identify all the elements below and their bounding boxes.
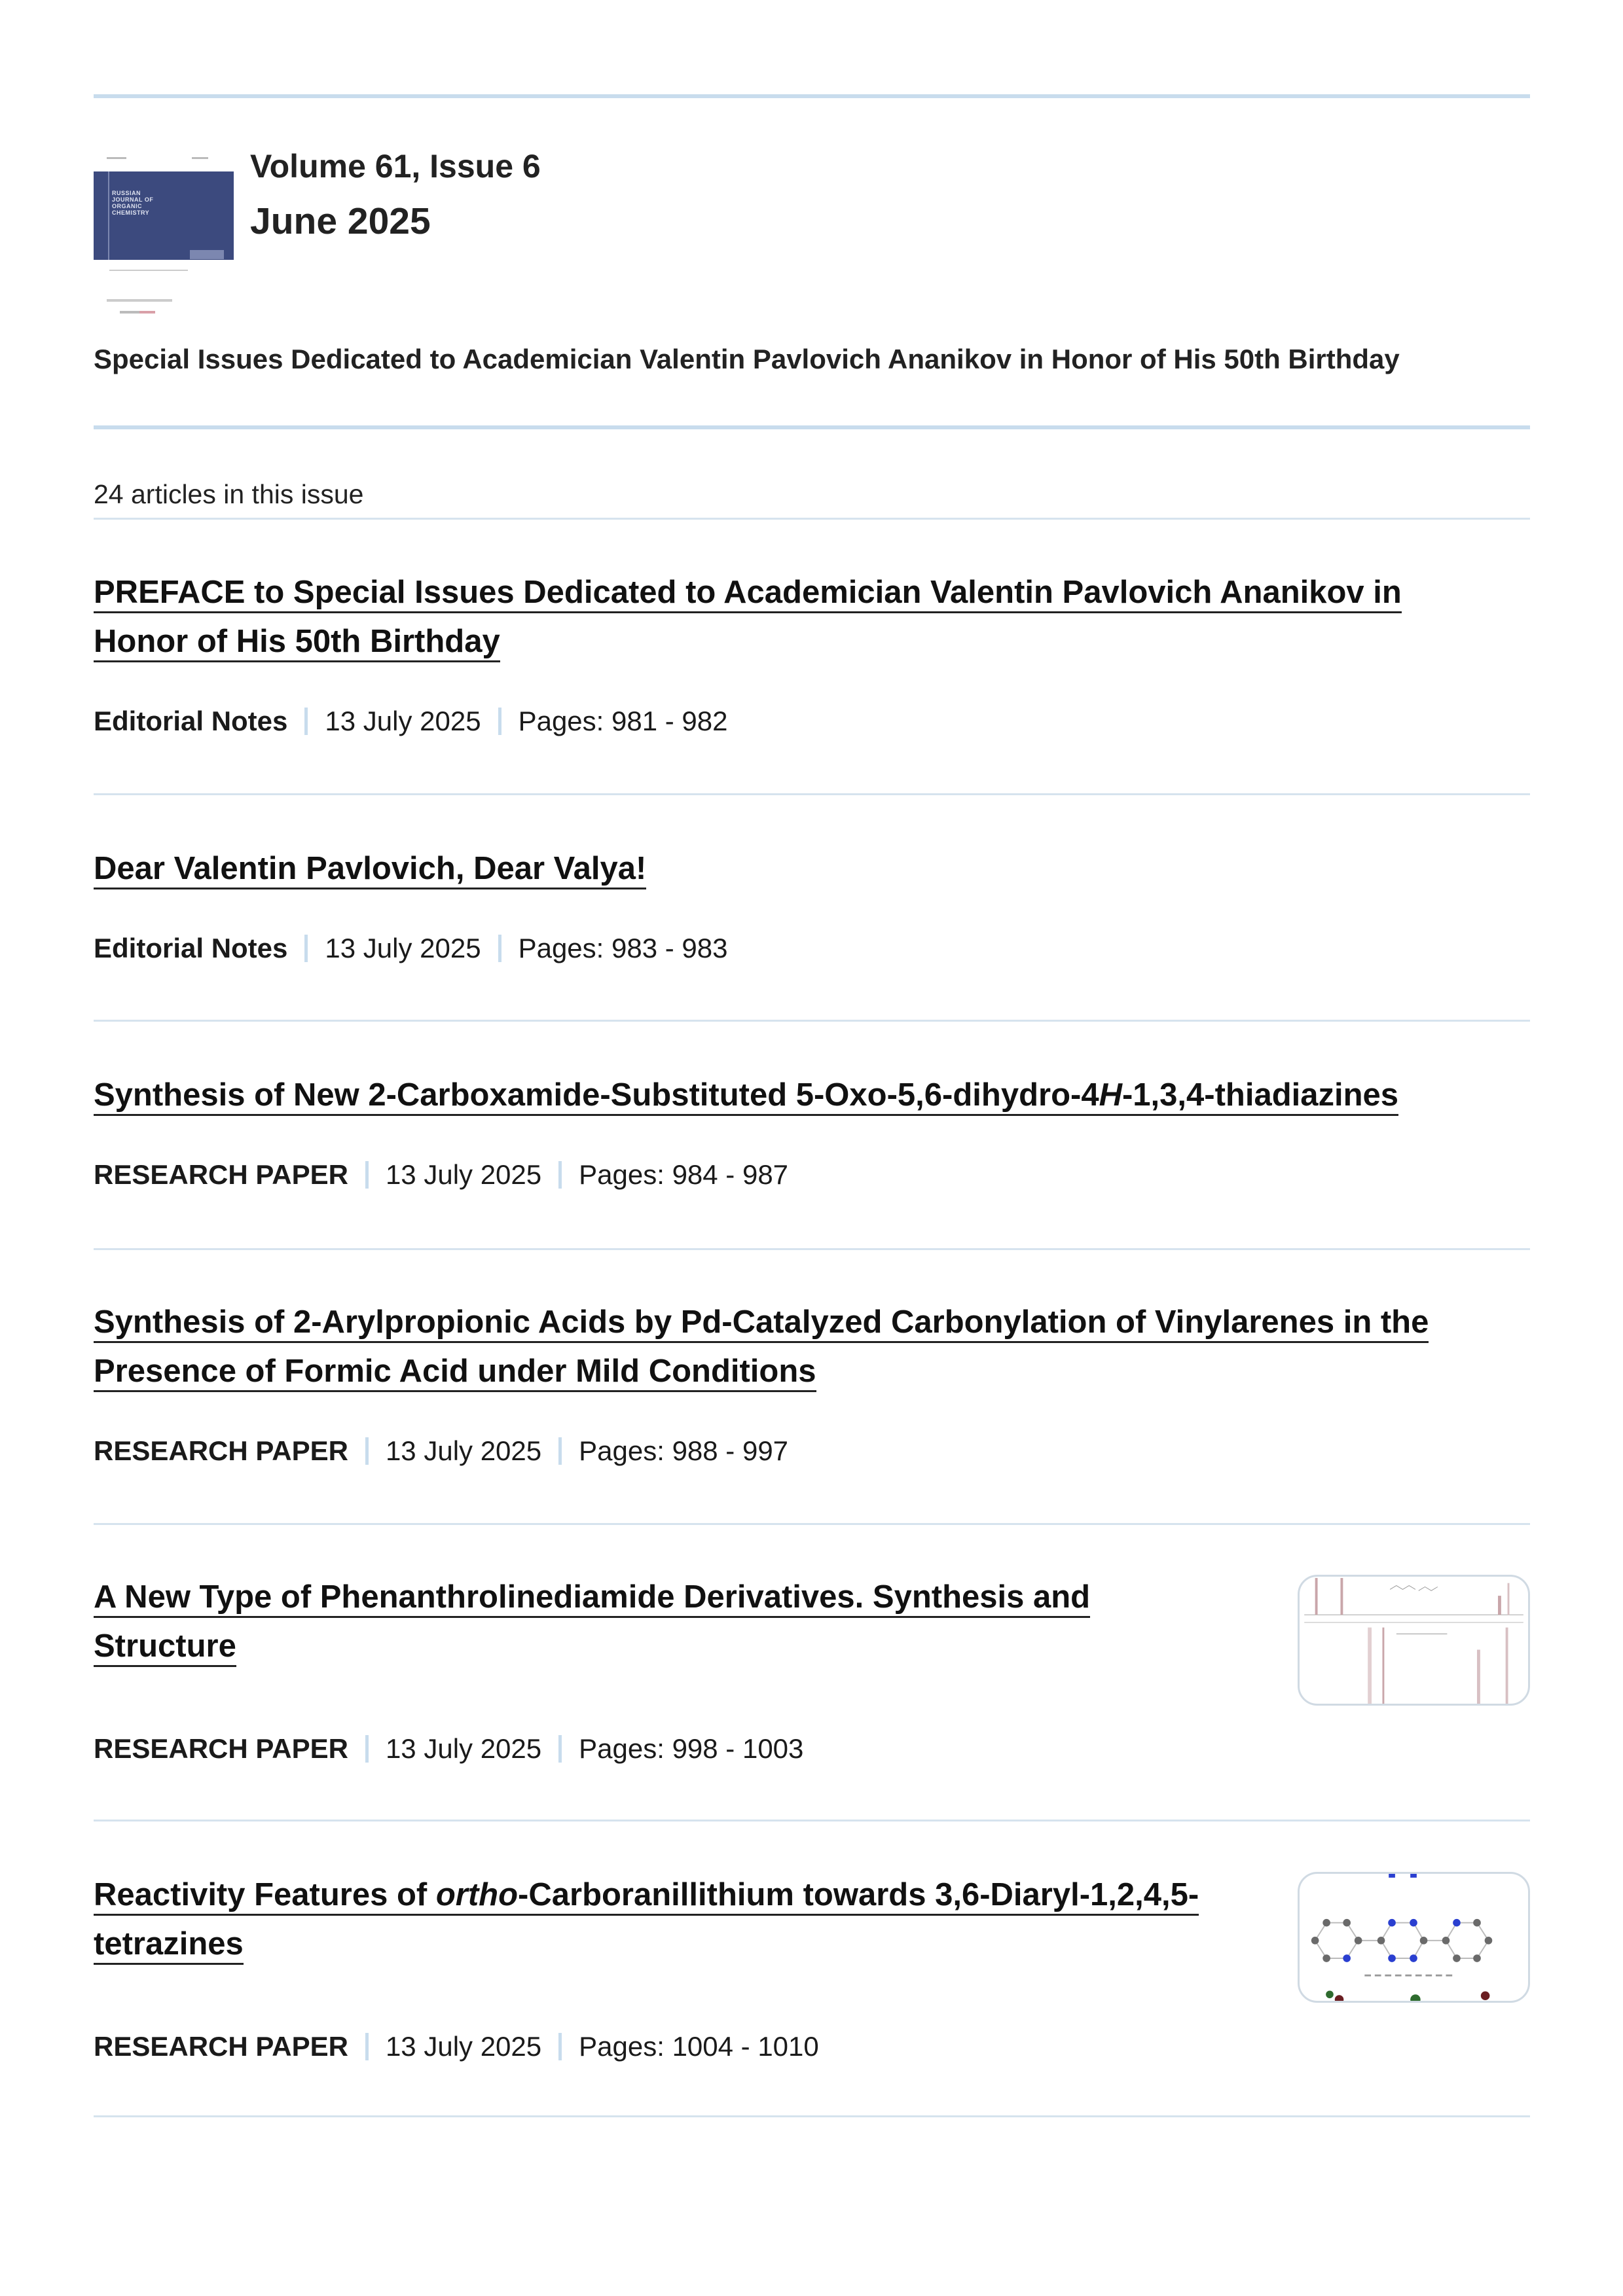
separator	[558, 1437, 562, 1465]
article-title-link[interactable]	[94, 624, 500, 662]
article-type: Editorial Notes	[94, 933, 288, 963]
article-title-link[interactable]	[94, 1077, 1398, 1116]
article-title-link[interactable]	[94, 851, 646, 889]
article-title	[94, 1071, 1398, 1120]
separator	[558, 1161, 562, 1189]
article-date: 13 July 2025	[385, 1435, 542, 1466]
article-pages: Pages: 981 - 982	[518, 706, 728, 736]
cover-journal-title: RUSSIAN JOURNAL OF ORGANIC CHEMISTRY	[112, 190, 154, 216]
article-title	[94, 844, 646, 893]
issue-date: June 2025	[250, 200, 431, 242]
divider	[94, 518, 1530, 520]
separator	[498, 708, 501, 735]
title-text: Dear Valentin Pavlovich, Dear Valya!	[94, 851, 647, 886]
article-item	[94, 1573, 1091, 1764]
divider	[94, 1248, 1530, 1250]
article-item	[94, 844, 728, 963]
separator	[498, 935, 501, 962]
article-pages: Pages: 983 - 983	[518, 933, 728, 963]
separator	[365, 1735, 369, 1763]
separator	[558, 2033, 562, 2060]
article-pages: Pages: 1004 - 1010	[579, 2031, 819, 2062]
article-type: RESEARCH PAPER	[94, 1733, 348, 1764]
title-text: Presence of Formic Acid under Mild Conditions	[94, 1354, 816, 1389]
title-text: Reactivity Features of	[94, 1877, 436, 1912]
title-text: A New Type of Phenanthrolinediamide Derivatives. Synthesis and	[94, 1579, 1091, 1615]
article-item	[94, 568, 1402, 736]
article-item	[94, 1071, 1399, 1190]
section-divider	[94, 425, 1530, 429]
title-text: PREFACE to Special Issues Dedicated to Academician Valentin Pavlovich Ananikov in	[94, 575, 1402, 610]
article-title-link[interactable]	[94, 575, 1402, 613]
article-type: RESEARCH PAPER	[94, 1159, 348, 1190]
article-pages: Pages: 998 - 1003	[579, 1733, 804, 1764]
divider	[94, 1820, 1530, 1821]
article-title-link[interactable]	[94, 1304, 1429, 1343]
title-italic: H	[1099, 1077, 1122, 1113]
special-issue-note: Special Issues Dedicated to Academician Valentin Pavlovich Ananikov in Honor of His 50th Birthday	[94, 344, 1400, 374]
title-text: Synthesis of New 2-Carboxamide-Substituted 5-Oxo-5,6-dihydro-4	[94, 1077, 1099, 1113]
separator	[558, 1735, 562, 1763]
top-divider	[94, 94, 1530, 98]
article-title	[94, 1871, 1199, 1969]
issue-volume: Volume 61, Issue 6	[250, 148, 541, 185]
article-meta	[94, 1159, 788, 1191]
article-title-link[interactable]	[94, 1628, 236, 1667]
title-italic: ortho	[435, 1877, 519, 1912]
article-meta	[94, 1733, 803, 1765]
article-date: 13 July 2025	[385, 2031, 542, 2062]
title-text: -Carboranillithium towards 3,6-Diaryl-1,2,4,5-	[518, 1877, 1199, 1912]
article-date: 13 July 2025	[325, 933, 481, 963]
article-date: 13 July 2025	[385, 1159, 542, 1190]
article-item	[94, 1298, 1429, 1466]
title-text: Honor of His 50th Birthday	[94, 624, 500, 659]
title-text: Synthesis of 2-Arylpropionic Acids by Pd-Catalyzed Carbonylation of Vinylarenes in the	[94, 1304, 1429, 1340]
article-type: RESEARCH PAPER	[94, 2031, 348, 2062]
article-title	[94, 1298, 1429, 1396]
article-title-link[interactable]	[94, 1877, 1199, 1916]
article-item	[94, 1871, 1199, 2062]
article-thumbnail-molecule[interactable]	[1298, 1872, 1530, 2003]
article-thumbnail-nmr-spectrum[interactable]	[1298, 1575, 1530, 1706]
article-title-link[interactable]	[94, 1354, 816, 1392]
divider	[94, 2115, 1530, 2117]
separator	[304, 708, 308, 735]
divider	[94, 1020, 1530, 1022]
article-date: 13 July 2025	[385, 1733, 542, 1764]
article-title	[94, 1573, 1090, 1671]
article-type: RESEARCH PAPER	[94, 1435, 348, 1466]
article-title-link[interactable]	[94, 1579, 1090, 1618]
article-meta	[94, 2031, 819, 2062]
divider	[94, 1523, 1530, 1525]
article-pages: Pages: 984 - 987	[579, 1159, 789, 1190]
article-pages: Pages: 988 - 997	[579, 1435, 789, 1466]
article-meta	[94, 933, 727, 964]
divider	[94, 793, 1530, 795]
article-title-link[interactable]	[94, 1926, 244, 1965]
article-title	[94, 568, 1402, 666]
title-text: -1,3,4-thiadiazines	[1122, 1077, 1399, 1113]
article-count: 24 articles in this issue	[94, 479, 364, 509]
article-meta	[94, 706, 727, 737]
separator	[365, 2033, 369, 2060]
separator	[304, 935, 308, 962]
title-text: Structure	[94, 1628, 236, 1664]
journal-cover-image[interactable]	[94, 152, 234, 323]
separator	[365, 1437, 369, 1465]
article-type: Editorial Notes	[94, 706, 288, 736]
article-date: 13 July 2025	[325, 706, 481, 736]
article-meta	[94, 1435, 788, 1467]
title-text: tetrazines	[94, 1926, 244, 1962]
separator	[365, 1161, 369, 1189]
